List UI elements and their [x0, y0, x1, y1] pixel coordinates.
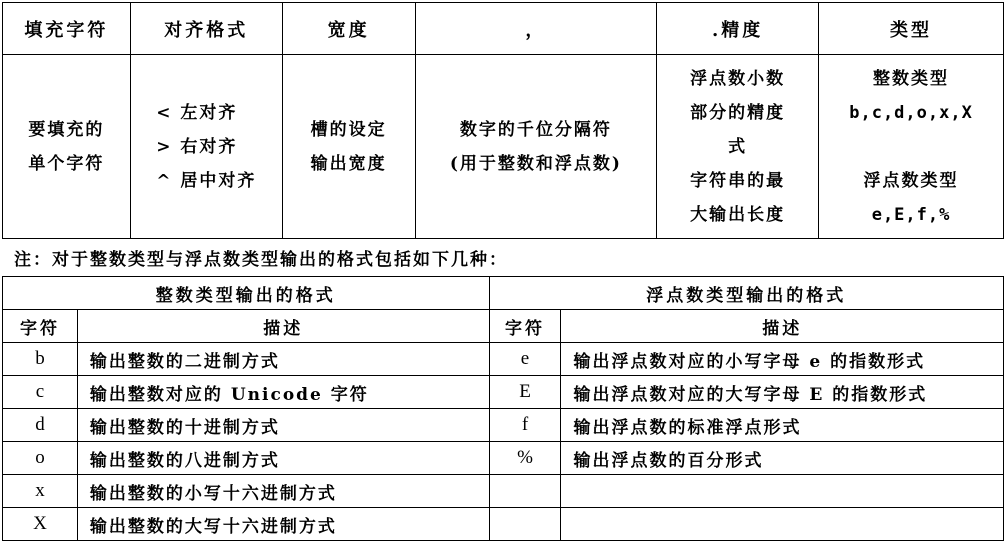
float-char: E [489, 376, 561, 409]
int-desc: 输出整数的二进制方式 [77, 343, 489, 376]
int-char: d [3, 409, 78, 442]
float-col-desc: 描述 [561, 310, 1004, 343]
precision-line: 浮点数小数 [690, 68, 786, 89]
fill-line: 单个字符 [28, 153, 105, 174]
note-text: 注：对于整数类型与浮点数类型输出的格式包括如下几种： [14, 250, 508, 270]
int-char: X [3, 508, 78, 541]
int-char: b [3, 343, 78, 376]
spec-header-row [3, 3, 1004, 55]
width-cell [282, 55, 415, 239]
align-center: ^ 居中对齐 [156, 170, 257, 191]
int-desc: 输出整数对应的 Unicode 字符 [77, 376, 489, 409]
align-left: < 左对齐 [156, 102, 238, 123]
width-line: 输出宽度 [310, 153, 387, 174]
int-col-desc: 描述 [77, 310, 489, 343]
header-comma: ， [415, 3, 657, 55]
section-header-row [3, 277, 1004, 310]
int-section-title: 整数类型输出的格式 [3, 277, 490, 310]
int-char: o [3, 442, 78, 475]
float-char: e [489, 343, 561, 376]
comma-cell [415, 55, 657, 239]
float-type-label: 浮点数类型 [863, 170, 959, 191]
precision-cell [657, 55, 819, 239]
spec-body-row [3, 55, 1004, 239]
int-desc: 输出整数的大写十六进制方式 [77, 508, 489, 541]
float-desc [561, 475, 1004, 508]
table-row [3, 409, 1004, 442]
column-header-row [3, 310, 1004, 343]
align-right: > 右对齐 [156, 136, 238, 157]
fill-char-cell [3, 55, 131, 239]
int-col-char: 字符 [3, 310, 78, 343]
fill-line: 要填充的 [28, 119, 105, 140]
int-type-codes: b,c,d,o,x,X [849, 102, 973, 123]
float-desc: 输出浮点数对应的大写字母 E 的指数形式 [561, 376, 1004, 409]
header-type: 类型 [819, 3, 1004, 55]
float-desc: 输出浮点数的标准浮点形式 [561, 409, 1004, 442]
float-section-title: 浮点数类型输出的格式 [489, 277, 1003, 310]
header-align: 对齐格式 [130, 3, 282, 55]
int-type-label: 整数类型 [873, 68, 950, 89]
table-row [3, 508, 1004, 541]
align-list [156, 96, 256, 198]
float-desc [561, 508, 1004, 541]
int-char: c [3, 376, 78, 409]
header-precision: .精度 [657, 3, 819, 55]
float-char: % [489, 442, 561, 475]
float-col-char: 字符 [489, 310, 561, 343]
type-spacer [819, 130, 1003, 164]
header-width: 宽度 [282, 3, 415, 55]
float-char [489, 508, 561, 541]
type-format-table [2, 276, 1004, 541]
int-desc: 输出整数的八进制方式 [77, 442, 489, 475]
header-fill-char: 填充字符 [3, 3, 131, 55]
align-cell [130, 55, 282, 239]
precision-line: 大输出长度 [690, 204, 786, 225]
int-desc: 输出整数的十进制方式 [77, 409, 489, 442]
float-desc: 输出浮点数对应的小写字母 e 的指数形式 [561, 343, 1004, 376]
float-type-codes: e,E,f,% [871, 204, 951, 225]
comma-line: (用于整数和浮点数) [449, 153, 622, 174]
width-line: 槽的设定 [310, 119, 387, 140]
precision-line: 字符串的最 [690, 170, 786, 191]
comma-line: 数字的千位分隔符 [459, 119, 612, 140]
table-row [3, 343, 1004, 376]
int-char: x [3, 475, 78, 508]
float-char: f [489, 409, 561, 442]
table-row [3, 376, 1004, 409]
table-row [3, 442, 1004, 475]
format-spec-table [2, 2, 1004, 239]
int-desc: 输出整数的小写十六进制方式 [77, 475, 489, 508]
precision-line: 式 [728, 136, 748, 157]
table-row [3, 475, 1004, 508]
float-desc: 输出浮点数的百分形式 [561, 442, 1004, 475]
float-char [489, 475, 561, 508]
precision-line: 部分的精度 [690, 102, 786, 123]
type-cell [819, 55, 1004, 239]
